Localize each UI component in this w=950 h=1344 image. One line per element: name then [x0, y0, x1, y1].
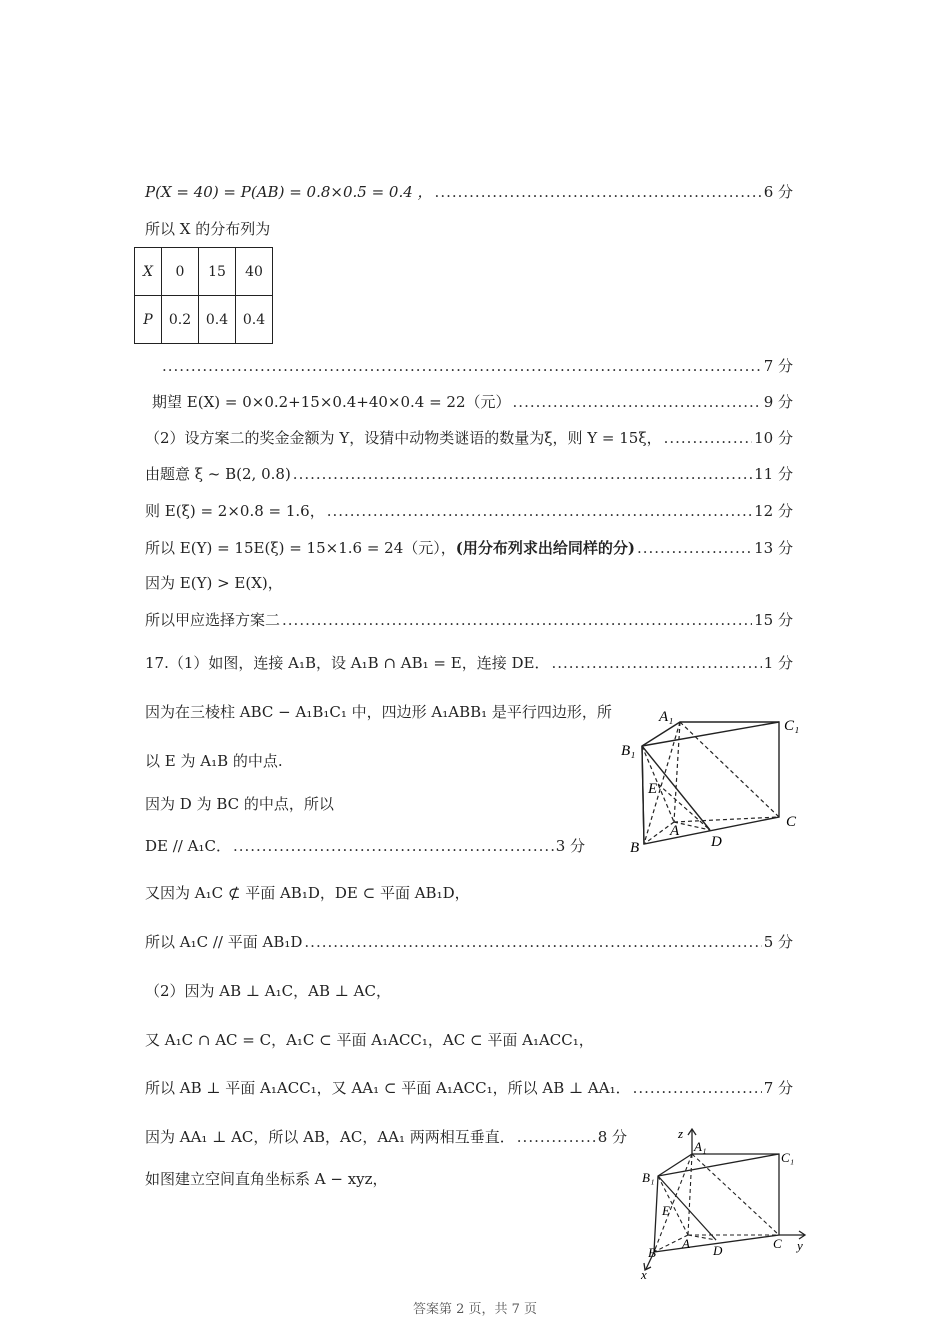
line-choose	[145, 609, 793, 631]
table-cell: 0.2	[162, 296, 199, 344]
score-label: 6 分	[763, 183, 793, 201]
label-z: z	[678, 1126, 684, 1141]
formula-text: P(X = 40) = P(AB) = 0.8×0.5 = 0.4 ，	[145, 183, 433, 201]
line-text: DE // A₁C．	[145, 837, 231, 855]
label-b1: B₁	[642, 1170, 655, 1185]
leader-dots	[293, 465, 752, 483]
leader-dots	[664, 429, 753, 447]
line-distribution-intro: 所以 X 的分布列为	[145, 220, 271, 238]
line-px40	[145, 181, 793, 203]
line-midpoint-e: 以 E 为 A₁B 的中点.	[145, 752, 283, 770]
line-text: 由题意 ξ ~ B(2, 0.8)	[145, 465, 291, 483]
line-part2: （2）因为 AB ⊥ A₁C，AB ⊥ AC，	[145, 982, 391, 1000]
line-text: （2）设方案二的奖金金额为 Y，设猜中动物类谜语的数量为ξ，则 Y = 15ξ，	[145, 429, 662, 447]
distribution-table	[134, 247, 273, 344]
label-c1: C₁	[781, 1150, 795, 1165]
coordinate-prism-figure	[636, 1124, 816, 1282]
score-label: 15 分	[754, 611, 793, 629]
leader-dots	[304, 933, 761, 951]
label-c: C	[773, 1236, 782, 1251]
line-text: 所以 AB ⊥ 平面 A₁ACC₁，又 AA₁ ⊂ 平面 A₁ACC₁，所以 AB ⊥ AA₁．	[145, 1079, 631, 1097]
table-cell: 0	[162, 248, 199, 296]
leader-dots	[551, 654, 761, 672]
page-footer: 答案第 2 页，共 7 页	[412, 1302, 538, 1317]
score-label: 8 分	[597, 1128, 627, 1146]
score-label: 10 分	[754, 429, 793, 447]
label-b1: B₁	[621, 743, 636, 759]
table-cell: P	[135, 296, 162, 344]
line-parallel-plane	[145, 931, 793, 953]
label-b: B	[648, 1245, 656, 1260]
line-q17	[145, 652, 793, 674]
line-expectation	[152, 391, 793, 413]
line-text: 期望 E(X) = 0×0.2+15×0.4+40×0.4 = 22（元）	[152, 393, 511, 411]
line-text: 所以甲应选择方案二	[145, 611, 281, 629]
label-b: B	[630, 840, 640, 856]
leader-dots	[282, 611, 752, 629]
label-a1: A₁	[694, 1139, 707, 1154]
table-cell: 15	[199, 248, 236, 296]
score-label: 1 分	[763, 654, 793, 672]
label-d: D	[713, 1243, 723, 1258]
table-cell: X	[135, 248, 162, 296]
bold-note: (用分布列求出给同样的分)	[455, 539, 635, 557]
label-a1: A₁	[659, 709, 674, 725]
score-label: 5 分	[763, 933, 793, 951]
line-not-in-plane: 又因为 A₁C ⊄ 平面 AB₁D，DE ⊂ 平面 AB₁D，	[145, 884, 470, 902]
score-label: 9 分	[763, 393, 793, 411]
line-text: 所以 E(Y) = 15E(ξ) = 15×1.6 = 24（元），	[145, 539, 456, 557]
label-a: A	[670, 823, 680, 839]
line-mutually-perpendicular	[145, 1126, 627, 1148]
prism-figure	[618, 704, 808, 856]
line-midpoint-d: 因为 D 为 BC 的中点，所以	[145, 795, 334, 813]
line-text: 则 E(ξ) = 2×0.8 = 1.6，	[145, 502, 325, 520]
line-coordinate-system: 如图建立空间直角坐标系 A − xyz，	[145, 1170, 388, 1188]
leader-dots	[233, 837, 554, 855]
table-row	[135, 248, 273, 296]
leader-dots	[633, 1079, 762, 1097]
label-e: E	[648, 781, 658, 797]
label-a: A	[682, 1236, 690, 1251]
line-score-7	[160, 355, 793, 377]
label-c: C	[786, 814, 797, 830]
score-label: 3 分	[555, 837, 585, 855]
line-perpendicular-plane	[145, 1077, 793, 1099]
score-label: 12 分	[754, 502, 793, 520]
leader-dots	[327, 502, 752, 520]
line-text: 17.（1）如图，连接 A₁B，设 A₁B ∩ AB₁ = E，连接 DE．	[145, 654, 550, 672]
line-e-y	[145, 537, 793, 559]
table-row	[135, 296, 273, 344]
line-plan-two	[145, 427, 793, 449]
line-intersection: 又 A₁C ∩ AC = C，A₁C ⊂ 平面 A₁ACC₁，AC ⊂ 平面 A₁ACC₁，	[145, 1031, 594, 1049]
line-e-xi	[145, 500, 793, 522]
table-cell: 0.4	[236, 296, 273, 344]
line-binomial	[145, 463, 793, 485]
leader-dots	[513, 393, 762, 411]
label-y: y	[797, 1238, 803, 1253]
score-label: 13 分	[754, 539, 793, 557]
leader-dots	[517, 1128, 596, 1146]
line-prism: 因为在三棱柱 ABC − A₁B₁C₁ 中，四边形 A₁ABB₁ 是平行四边形，所	[145, 703, 612, 721]
leader-dots	[435, 183, 762, 201]
score-label: 7 分	[763, 357, 793, 375]
table-cell: 0.4	[199, 296, 236, 344]
leader-dots	[162, 357, 762, 375]
score-label: 11 分	[754, 465, 793, 483]
line-text: 因为 AA₁ ⊥ AC，所以 AB，AC，AA₁ 两两相互垂直．	[145, 1128, 515, 1146]
leader-dots	[637, 539, 752, 557]
line-text: 所以 A₁C // 平面 AB₁D	[145, 933, 303, 951]
label-d: D	[711, 834, 722, 850]
table-cell: 40	[236, 248, 273, 296]
label-c1: C₁	[784, 718, 800, 734]
line-compare: 因为 E(Y) > E(X)，	[145, 574, 283, 592]
label-x: x	[641, 1267, 647, 1282]
label-e: E	[662, 1203, 670, 1218]
line-de-parallel	[145, 835, 585, 857]
score-label: 7 分	[763, 1079, 793, 1097]
